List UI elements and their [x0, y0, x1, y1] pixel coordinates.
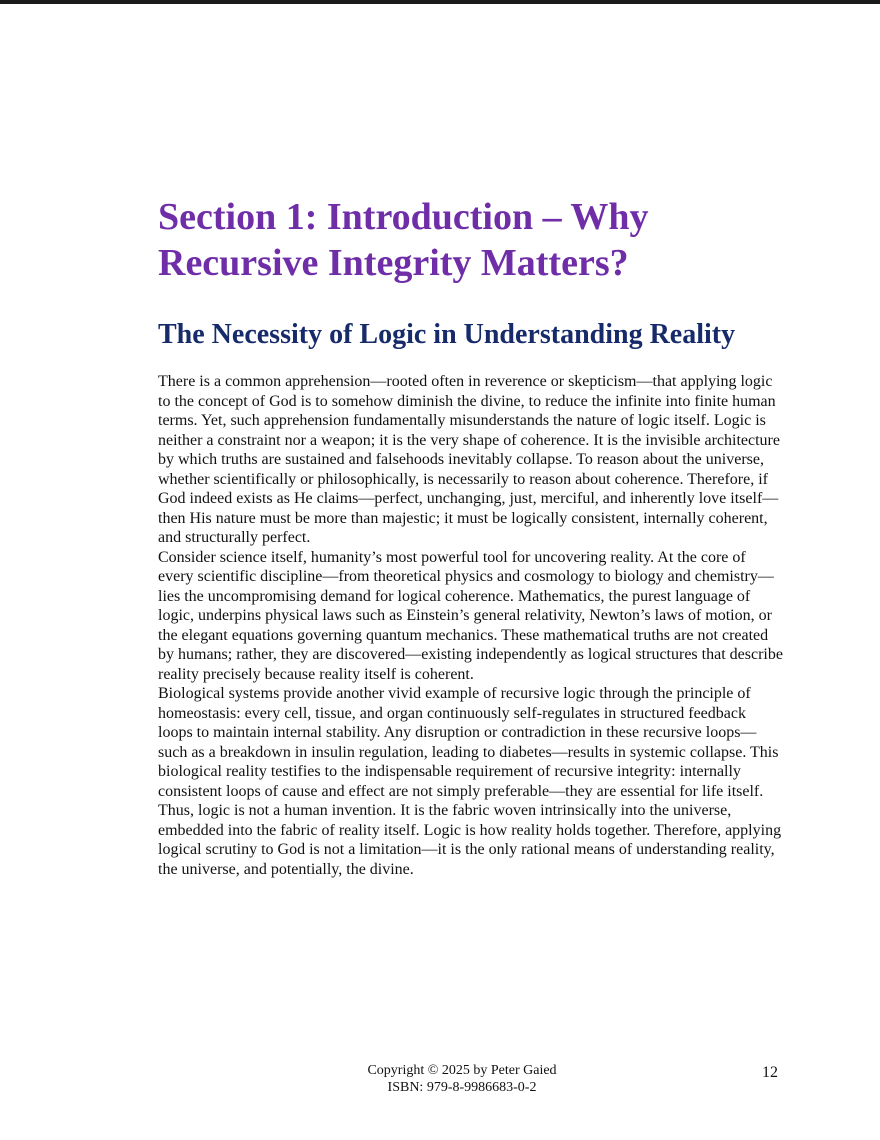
isbn: ISBN: 979-8-9986683-0-2	[387, 1080, 537, 1095]
page-content	[158, 194, 784, 879]
paragraph: Consider science itself, humanity’s most powerful tool for uncovering reality. At the core of every scientific discipline—from theoretical physics and cosmology to biology and chemistry—lies the uncompromising demand for logical coherence. Mathematics, the purest language of logic, underpins physical laws such as Einstein’s general relativity, Newton’s laws of motion, or the elegant equations governing quantum mechanics. These mathematical truths are not created by humans; rather, they are discovered—existing independently as logical structures that describe reality precisely because reality itself is coherent.	[158, 548, 783, 683]
paragraph: Thus, logic is not a human invention. It is the fabric woven intrinsically into the universe, embedded into the fabric of reality itself. Logic is how reality holds together. Therefore, applying logical scrutiny to God is not a limitation—it is the only rational means of understanding reality, the universe, and potentially, the divine.	[158, 802, 782, 878]
subsection-title: The Necessity of Logic in Understanding Reality	[158, 319, 736, 350]
body-text	[158, 372, 784, 879]
page-number: 12	[762, 1064, 778, 1081]
section-title: Section 1: Introduction – Why Recursive Integrity Matters?	[158, 196, 649, 284]
paragraph: There is a common apprehension—rooted often in reverence or skepticism—that applying logic to the concept of God is to somehow diminish the divine, to reduce the infinite into finite human terms. Yet, such apprehension fundamentally misunderstands the nature of logic itself. Logic is neither a constraint nor a weapon; it is the very shape of coherence. It is the invisible architecture by which truths are sustained and falsehoods inevitably collapse. To reason about the universe, whether scientifically or philosophically, is necessarily to reason about coherence. Therefore, if God indeed exists as He claims—perfect, unchanging, just, merciful, and inherently love itself—then His nature must be more than majestic; it must be logically consistent, internally coherent, and structurally perfect.	[158, 373, 780, 546]
footer-credits	[0, 1062, 880, 1096]
paragraph: Biological systems provide another vivid example of recursive logic through the principle of homeostasis: every cell, tissue, and organ continuously self-regulates in structured feedback loops to maintain internal stability. Any disruption or contradiction in these recursive loops—such as a breakdown in insulin regulation, leading to diabetes—results in systemic collapse. This biological reality testifies to the indispensable requirement of recursive integrity: internally consistent loops of cause and effect are not simply preferable—they are essential for life itself.	[158, 685, 779, 800]
copyright-notice: Copyright © 2025 by Peter Gaied	[367, 1063, 557, 1078]
